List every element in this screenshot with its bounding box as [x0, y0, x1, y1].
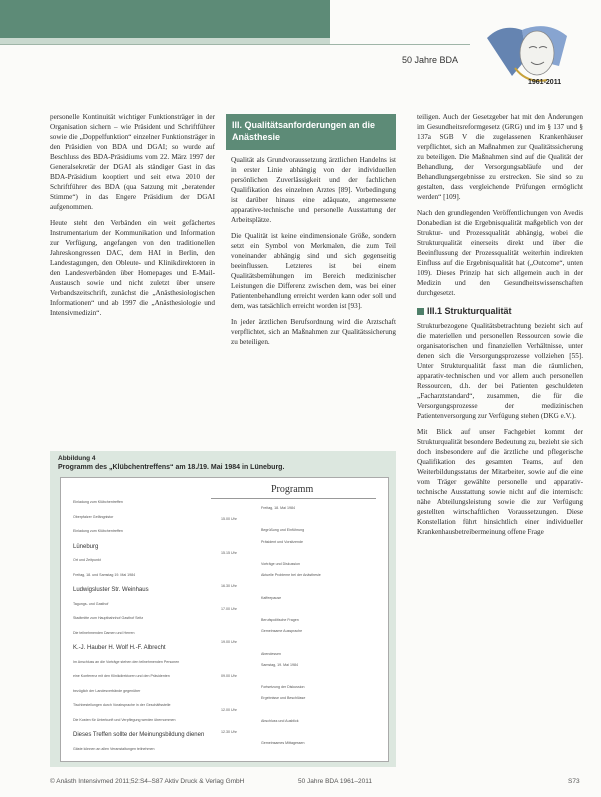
column-2	[231, 155, 396, 353]
program-document	[60, 477, 389, 762]
footer-center: 50 Jahre BDA 1961–2011	[298, 778, 372, 785]
header-jubilaeum: 50 Jahre BDA	[402, 55, 459, 65]
program-text-line: 12.30 Uhr	[221, 730, 237, 734]
program-text-line: Die Kosten für Unterkunft und Verpflegung werden übernommen	[73, 717, 176, 722]
header-rule	[0, 44, 470, 45]
section-heading-box	[226, 114, 396, 150]
program-text-line: Tagungs- und Gasthof	[73, 601, 109, 606]
program-text-line: Aktuelle Probleme bei der Anästhesie	[261, 573, 321, 578]
program-text-line: Samstag, 19. Mai 1984	[261, 662, 298, 667]
bda-logo-icon	[467, 18, 582, 93]
paragraph: personelle Kontinuität wichtiger Funktionsträger in der Organisation sichern – wie Präsident und Schriftführer sowie die „Doppelfunktion“ einzelner Funktionsträger in den Präsidien von BDA und DGAI; so wurde auf Beschluss des BDA-Präsidiums vom 22. März 1997 der Generalsekretär der DGAI als ständiger Gast in das BDA-Präsidium kooptiert und seit etwa 2010 der Schriftführer des BDA (qua Satzung mit „beratender Stimme“) in das Engere Präsidium der DGAI aufgenommen.	[50, 113, 215, 211]
program-text-line: Präsident und Vorsitzende	[261, 539, 303, 544]
program-text-line: Gäste können an allen Veranstaltungen teilnehmen	[73, 746, 155, 751]
program-text-line: Tischbestellungen durch Vorabsprache in der Geschäftsstelle	[73, 703, 171, 707]
column-1	[50, 112, 215, 324]
program-text-line: eine Konferenz mit den Klinikdirektoren und den Präsidenten	[73, 674, 170, 678]
paragraph: teiligen. Auch der Gesetzgeber hat mit den Änderungen im Gesundheitsreformgesetz (GRG) und im § 137 und § 137a SGB V die zugelassenen Krankenhäuser verpflichtet, sich an Maßnahmen zur Qualitätssicherung zu beteiligen. Die Maßnahmen sind auf die Qualität der Behandlung, der Versorgungsabläufe und der Behandlungsergebnisse zu erstrecken. Sie sind so zu gestalten, dass vergleichende Prüfungen ermöglicht werden“ [109].	[417, 113, 583, 201]
program-text-line: Einladung zum Klübchentreffen	[73, 529, 123, 533]
program-title: Programm	[271, 484, 314, 495]
program-text-line: 12.00 Uhr	[221, 707, 237, 712]
divider	[211, 498, 376, 499]
column-3	[417, 112, 583, 543]
program-text-line: 16.30 Uhr	[221, 584, 237, 589]
program-text-line: Lüneburg	[73, 543, 99, 550]
figure-label: Abbildung 4	[58, 455, 96, 462]
figure-caption: Programm des „Klübchentreffens“ am 18./19. Mai 1984 in Lüneburg.	[58, 464, 285, 471]
paragraph: Nach den grundlegenden Veröffentlichungen von Avedis Donabedian ist die Ergebnisqualität maßgeblich von der Struktur- und Prozessqualität abhängig, wobei die Strukturqualität einerseits direkt und über die Beeinflussung der Prozessqualität weiterhin indirekten Einfluss auf die Ergebnisqualität hat („Outcome“, unten 109). Dieses Prinzip hat sich allgemein auch in der Medizin und den Gesundheitswissenschaften durchgesetzt.	[417, 209, 583, 297]
paragraph: Heute steht den Verbänden ein weit gefächertes Instrumentarium der Kommunikation und Information zur Verfügung, angefangen von den traditionellen Jahreskongressen DAC, dem HAI in Berlin, den Landestagungen, den Obleute- und Klinikdirektoren in den Landesverbänden über Homepages und E-Mail-Austausch sowie und nicht zuletzt über unsere Verbandszeitschrift, zunächst die „Anästhesiologischen Informationen“ und ab 1997 die „Anästhesiologie und Intensivmedizin“.	[50, 219, 215, 317]
program-text-line: Ergebnisse und Beschlüsse	[261, 696, 306, 701]
program-text-line: Begrüßung und Einführung	[261, 528, 305, 533]
program-text-line: Gemeinsames Mittagessen	[261, 741, 305, 746]
subsection-heading	[417, 306, 583, 316]
program-text-line: Abendessen	[261, 651, 281, 656]
section-title: III. Qualitätsanforderungen an die Anästhesie	[232, 120, 376, 142]
program-text-line: 15.00 Uhr	[221, 517, 237, 522]
program-text-line: Berufspolitische Fragen	[261, 618, 299, 622]
page-number: S73	[568, 778, 580, 785]
subsection-title: III.1 Strukturqualität	[427, 306, 512, 316]
paragraph: In jeder ärztlichen Berufsordnung wird die Arztschaft verpflichtet, sich an Maßnahmen zur Qualitätssicherung zu beteiligen.	[231, 318, 396, 346]
program-text-line: Freitag, 18. Mai 1984	[261, 506, 295, 510]
program-text-line: Dieses Treffen sollte der Meinungsbildung dienen	[73, 732, 205, 738]
program-text-line: Im Anschluss an die Vorträge stehen den teilnehmenden Personen	[73, 659, 180, 664]
paragraph: Die Qualität ist keine eindimensionale Größe, sondern setzt ein Symbol von Merkmalen, die zum Teil voneinander abhängig sind und sich gegenseitig beeinflussen. Letzteres ist bei einem Qualitätsbemühungen im Bereich medizinischer Leistungen die Differenz zwischen dem, was bei einer Patientenbehandlung erreicht werden kann oder soll und dem, was tatsächlich erreicht worden ist [93].	[231, 232, 396, 310]
program-text-line: Vorträge und Diskussion	[261, 562, 300, 566]
header-band	[0, 0, 330, 38]
program-text-line: Gemeinsame Aussprache	[261, 629, 303, 634]
program-text-line: 19.00 Uhr	[221, 640, 237, 645]
footer-left: © Anästh Intensivmed 2011;52:S4–S87 Aktiv Druck & Verlag GmbH	[50, 778, 245, 785]
program-text-line: Abschluss und Ausblick	[261, 718, 299, 723]
program-text-line: Die teilnehmenden Damen und Herren	[73, 630, 135, 635]
program-text-line: bezüglich der Landesverbände gegenüber	[73, 688, 141, 693]
program-text-line: K.-J. Hauber H. Wolf H.-F. Albrecht	[73, 645, 166, 651]
program-text-line: Ort und Zeitpunkt	[73, 558, 101, 562]
paragraph: Strukturbezogene Qualitätsbetrachtung bezieht sich auf die materiellen und personellen Ressourcen sowie die organisatorischen und finanziellen Verhältnisse, unter denen sich die Versorgungsprozesse vollziehen [55]. Unter Strukturqualität fasst man die räumlichen, apparativ-technischen und vor allem auch personellen Ressourcen, d.h. der bei Patienten geschuldeten „Facharztstandard“, zusammen, die für die Versorgungsprozesse der medizinischen Patientenversorgung zur Verfügung stehen (DKG e.V.).	[417, 322, 583, 420]
paragraph: Qualität als Grundvoraussetzung ärztlichen Handelns ist in erster Linie abhängig von der individuellen persönlichen Zuverlässigkeit und der fachlichen Qualifikation des einzelnen Arztes [89]. Vorbedingung ist darüber hinaus eine adäquate, angemessene apparative-technische und personelle Ausstattung der Arbeitsplätze.	[231, 156, 396, 224]
program-text-line: 15.15 Uhr	[221, 550, 237, 555]
program-text-line: 17.00 Uhr	[221, 606, 237, 611]
header-years: 1961-2011	[528, 79, 562, 86]
paragraph: Mit Blick auf unser Fachgebiet kommt der Strukturqualität besondere Bedeutung zu, bezieht sie sich doch insbesondere auf die ärztliche und pflegerische Qualifikation des gesamten Teams, auf den Weiterbildungsstatus der Mitarbeiter, sowie auf die eine vom Träger gewählte personelle und apparativ-technische Ausstattung sowie nicht auf die internisch: nähe Abteilungsleistung sowie die zur Verfügung gestellten wirtschaftlichen Voraussetzungen. Diese Konstellation führt hinsichtlich einer individueller Krankenhausbetreibermeinung offene Frage	[417, 428, 583, 536]
program-text-line: 09.00 Uhr	[221, 674, 237, 678]
program-text-line: Kaffeepause	[261, 595, 282, 600]
bullet-square-icon	[417, 308, 424, 315]
program-text-line: Oberpfalzer Gefängnistor	[73, 514, 114, 519]
program-text-line: Freitag, 18. und Samstag 19. Mai 1984	[73, 572, 136, 577]
program-text-line: Einladung zum Klübchentreffen	[73, 500, 123, 504]
program-text-line: Stadtmitte zum Hauptbahnhof Gasthof Seitz	[73, 616, 144, 620]
program-text-line: Fortsetzung der Diskussion	[261, 685, 305, 690]
program-text-line: Ludwigsluster Str. Weinhaus	[73, 587, 149, 593]
